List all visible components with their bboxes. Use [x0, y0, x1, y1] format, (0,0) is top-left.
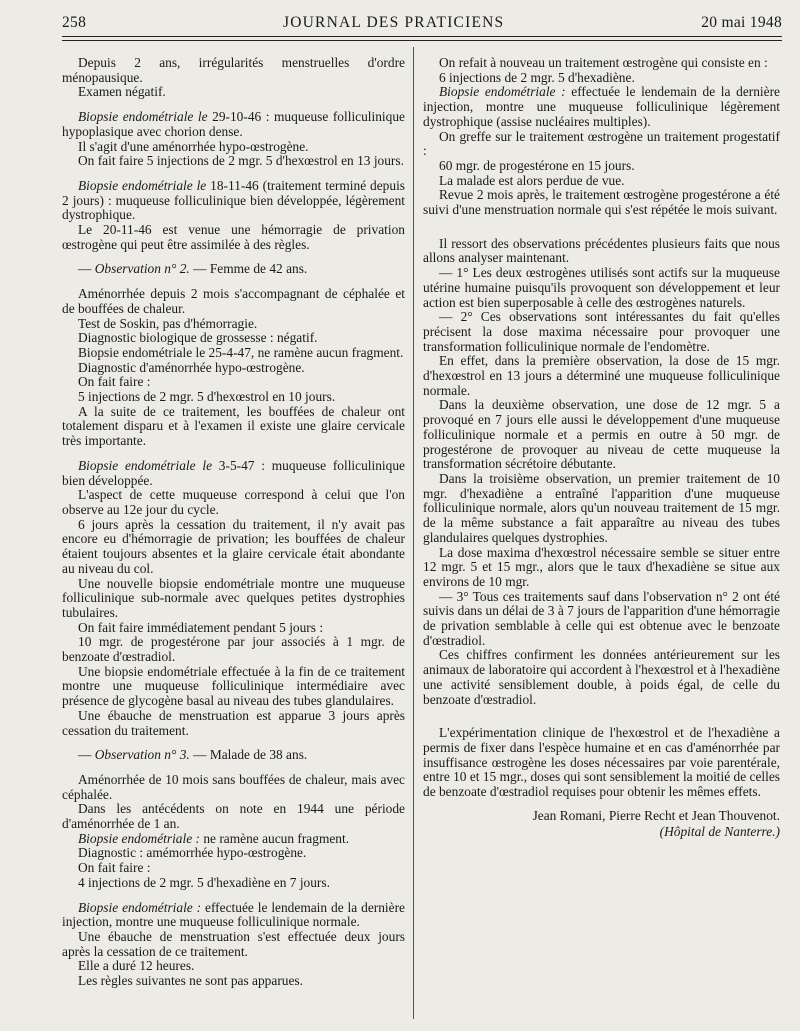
paragraph: Dans la troisième observation, un premier traitement de 10 mgr. d'hexadiène a entraîné l'apparition d'une muqueuse folliculinique normale, alors qu'un nouveau traitement de 15 mgr. de la même substance a fait apparaître au niveau des tubes glandulaires quelques dystrophies. [423, 470, 780, 545]
paragraph: Dans les antécédents on note en 1944 une période d'aménorrhée de 1 an. [62, 801, 405, 832]
left-column [62, 56, 405, 989]
paragraph: 10 mgr. de progestérone par jour associés à 1 mgr. de benzoate d'œstradiol. [62, 634, 405, 665]
paragraph: A la suite de ce traitement, les bouffées de chaleur ont totalement disparu et à l'examen il existe une glaire cervicale très importante. [62, 403, 405, 449]
paragraph: Diagnostic biologique de grossesse : négatif. [78, 330, 318, 346]
paragraph: On fait faire 5 injections de 2 mgr. 5 d'hexœstrol en 13 jours. [78, 153, 404, 169]
paragraph: Diagnostic : amémorrhée hypo-œstrogène. [78, 845, 307, 861]
paragraph: Depuis 2 ans, irrégularités menstruelles d'ordre ménopausique. [62, 55, 405, 85]
authors: Jean Romani, Pierre Recht et Jean Thouvenot. [532, 807, 780, 823]
signature-block [423, 808, 780, 840]
paragraph: Diagnostic d'aménorrhée hypo-œstrogène. [78, 359, 305, 375]
italic-term: Biopsie endométriale le [78, 177, 207, 193]
paragraph: L'aspect de cette muqueuse correspond à celui que l'on observe au 12e jour du cycle. [62, 487, 405, 517]
paragraph: — 3° Tous ces traitements sauf dans l'observation n° 2 ont été suivis dans un délai de 3 à 7 jours de l'apparition d'une hémorragie de privation semblable à celle qui est obtenue avec le benzoate d'œstradiol. [423, 588, 780, 648]
paragraph: Biopsie endométriale le 25-4-47, ne ramène aucun fragment. [78, 344, 404, 360]
paragraph: Biopsie endométriale le 18-11-46 (traitement terminé depuis 2 jours) : muqueuse folliculinique bien développée, légèrement dystrophique. [62, 177, 405, 223]
paragraph: Le 20-11-46 est venue une hémorragie de privation œstrogène qui peut être assimilée à des règles. [62, 222, 405, 252]
conclusion-paragraph: L'expérimentation clinique de l'hexœstrol et de l'hexadiène a permis de fixer dans l'espèce humaine et en cas d'aménorrhée par insuffisance œstrogène les doses nécessaires par voie parentérale, entre 10 et 15 mgr., doses qui sont sensiblement la moitié de celles de benzoate d'œstradiol requises pour obtenir les mêmes effets. [423, 725, 781, 800]
italic-term: Biopsie endométriale le [78, 109, 208, 125]
paragraph: Une nouvelle biopsie endométriale montre une muqueuse folliculinique sub-normale avec quelques petites dystrophies tubulaires. [62, 575, 405, 620]
italic-term: Biopsie endométriale : [439, 84, 566, 100]
paragraph: — 2° Ces observations sont intéressantes du fait qu'elles précisent la dose maxima nécessaire pour provoquer une transformation folliculinique normale de l'endomètre. [423, 309, 780, 354]
paragraph: — 1° Les deux œstrogènes utilisés sont actifs sur la muqueuse utérine humaine puisqu'ils provoquent son développement et leur action est bien superposable à celle des œstrogènes naturels. [423, 265, 780, 310]
paragraph: 4 injections de 2 mgr. 5 d'hexadiène en 7 jours. [78, 874, 330, 890]
paragraph: La malade est alors perdue de vue. [439, 172, 625, 188]
paragraph: Biopsie endométriale : effectuée le lendemain de la dernière injection, montre une muqueuse folliculinique légèrement dystrophique (assise nucléaires multiples). [423, 84, 780, 129]
paragraph: Biopsie endométriale : effectuée le lendemain de la dernière injection, montre une muqueuse folliculinique normale. [62, 899, 405, 930]
paragraph: Revue 2 mois après, le traitement œstrogène progestérone a été suivi d'une menstruation normale qui s'est répétée le mois suivant. [423, 187, 780, 218]
paragraph: On fait faire immédiatement pendant 5 jours : [78, 619, 324, 635]
paragraph: Dans la deuxième observation, une dose de 12 mgr. 5 a provoqué en 7 jours elle aussi le développement d'une muqueuse folliculinique normale et a permis en outre à 50 mgr. de progestérone de provoquer au niveau de cette muqueuse la transformation sécrétoire débutante. [423, 397, 780, 472]
paragraph: On greffe sur le traitement œstrogène un traitement progestatif : [423, 128, 780, 159]
paragraph: 60 mgr. de progestérone en 15 jours. [439, 157, 635, 173]
paragraph: 5 injections de 2 mgr. 5 d'hexœstrol en 10 jours. [78, 389, 336, 405]
paragraph: On refait à nouveau un traitement œstrogène qui consiste en : [439, 55, 768, 70]
paragraph: La dose maxima d'hexœstrol nécessaire semble se situer entre 12 mgr. 5 et 15 mgr., alors que le taux d'hexadiène se situe aux environs de 10 mgr. [423, 544, 780, 589]
hospital: (Hôpital de Nanterre.) [659, 823, 780, 839]
column-divider [413, 47, 414, 1019]
paragraph: Elle a duré 12 heures. [78, 958, 195, 974]
header-rule-thin [62, 40, 782, 41]
paragraph: Biopsie endométriale le 3-5-47 : muqueuse folliculinique bien développée. [62, 457, 405, 488]
italic-term: Biopsie endométriale : [78, 830, 200, 846]
paragraph: Il s'agit d'une aménorrhée hypo-œstrogène. [78, 138, 309, 154]
paragraph: Une ébauche de menstruation est apparue 3 jours après cessation du traitement. [62, 707, 405, 738]
paragraph: Aménorrhée depuis 2 mois s'accompagnant de céphalée et de bouffées de chaleur. [62, 286, 405, 316]
paragraph: On fait faire : [78, 860, 151, 876]
paragraph: En effet, dans la première observation, la dose de 15 mgr. d'hexœstrol en 13 jours a déterminé une muqueuse folliculinique normale. [423, 353, 780, 398]
running-header [62, 14, 782, 36]
paragraph: On fait faire : [78, 374, 151, 390]
italic-term: Biopsie endométriale : [78, 899, 202, 915]
paragraph: Il ressort des observations précédentes plusieurs faits que nous allons analyser maintenant. [423, 235, 780, 266]
header-rule [62, 36, 782, 37]
paragraph: 6 jours après la cessation du traitement, il n'y avait pas encore eu d'hémorragie de privation; les bouffées de chaleur étaient toujours absentes et la glaire cervicale était abondante au niveau du col. [62, 516, 405, 576]
observation-3-heading: — Observation n° 3. — Malade de 38 ans. [78, 747, 308, 763]
paragraph: Biopsie endométriale le 29-10-46 : muqueuse folliculinique hypoplasique avec chorion dense. [62, 109, 405, 139]
journal-title: JOURNAL DES PRATICIENS [283, 14, 505, 31]
paragraph: Une biopsie endométriale effectuée à la fin de ce traitement montre une muqueuse folliculinique intermédiaire avec présence de glycogène basal au niveau des tubes glandulaires. [62, 663, 405, 709]
paragraph: Test de Soskin, pas d'hémorragie. [78, 315, 258, 331]
italic-term: Biopsie endométriale le [78, 457, 213, 473]
paragraph: Ces chiffres confirment les données antérieurement sur les animaux de laboratoire qui accordent à l'hexœstrol et à l'hexadiène une activité sensiblement double, à poids égal, de celle du benzoate d'œstradiol. [423, 647, 780, 707]
right-column [423, 56, 780, 840]
paragraph: Examen négatif. [78, 84, 166, 100]
observation-2-heading: — Observation n° 2. — Femme de 42 ans. [78, 261, 308, 277]
issue-date: 20 mai 1948 [701, 14, 782, 31]
paragraph: 6 injections de 2 mgr. 5 d'hexadiène. [439, 69, 635, 85]
paragraph: Biopsie endométriale : ne ramène aucun fragment. [78, 830, 350, 846]
paragraph: Une ébauche de menstruation s'est effectuée deux jours après la cessation de ce traitement. [62, 928, 405, 959]
page-number: 258 [62, 14, 87, 31]
paragraph: Aménorrhée de 10 mois sans bouffées de chaleur, mais avec céphalée. [62, 771, 405, 802]
paragraph: Les règles suivantes ne sont pas apparues. [78, 973, 303, 989]
